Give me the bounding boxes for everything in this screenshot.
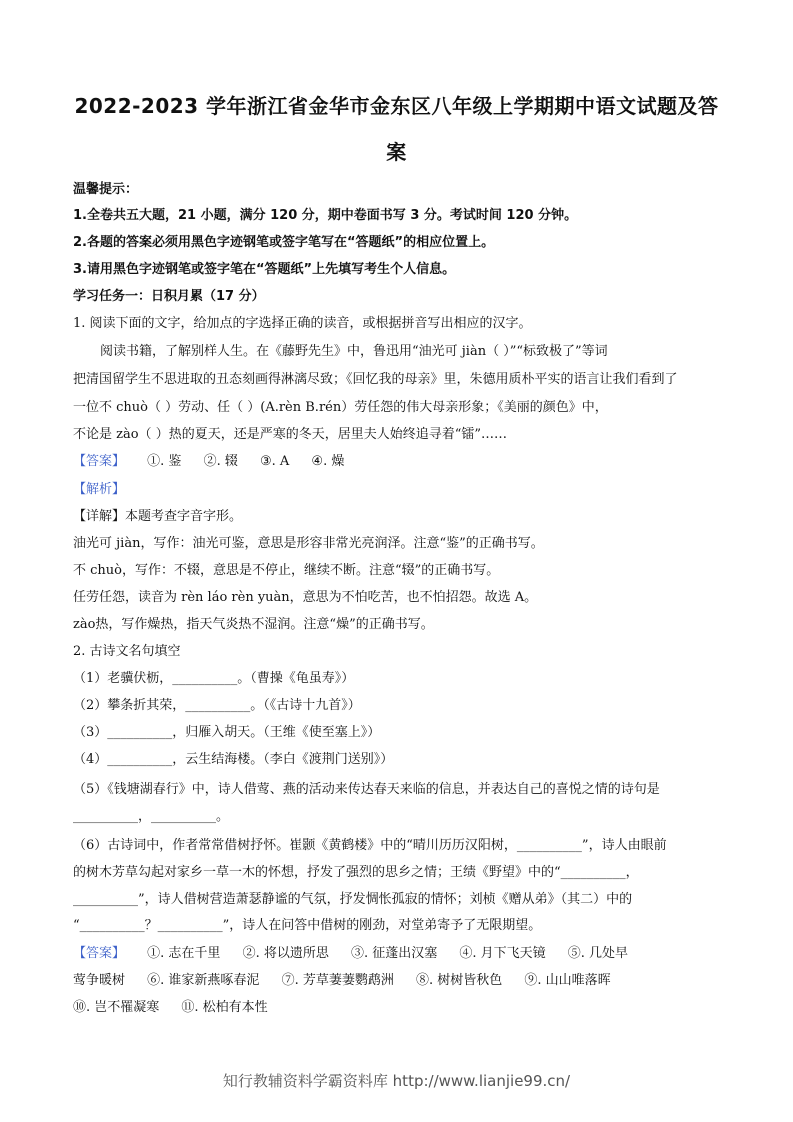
q1-passage-line-1: 阅读书籍，了解别样人生。在《藤野先生》中，鲁迅用“油光可 jiàn（ ）”“标致极了”等词 [100,344,608,359]
document-title-line2: 案 [386,140,407,164]
notice-item-3: 3.请用黑色字迹钢笔或签字笔在“答题纸”上先填写考生个人信息。 [73,262,456,277]
q2-answer-7: ⑦. 芳草萋萋鹦鹉洲 [281,973,394,988]
q2-line-9: __________”，诗人借树营造萧瑟静谧的气氛，抒发惆怅孤寂的情怀；刘桢《赠从弟》（其二）中的 [73,892,633,907]
notice-heading: 温馨提示： [73,182,139,197]
notice-item-2: 2.各题的答案必须用黑色字迹钢笔或签字笔写在“答题纸”的相应位置上。 [73,235,495,250]
q2-line-7: （6）古诗词中，作者常常借树抒怀。崔颢《黄鹤楼》中的“晴川历历汉阳树，__________”，诗人由眼前 [73,838,667,853]
q1-answer-tag: 【答案】 [73,454,126,469]
q1-detail-3: 不 chuò，写作：不辍，意思是不停止，继续不断。注意“辍”的正确书写。 [73,563,500,578]
q1-stem: 1. 阅读下面的文字，给加点的字选择正确的读音，或根据拼音写出相应的汉字。 [73,316,532,331]
q1-detail-2: 油光可 jiàn，写作：油光可鉴，意思是形容非常光亮润泽。注意“鉴”的正确书写。 [73,536,544,551]
q2-answer-5-start: ⑤. 几处早 [567,946,629,961]
q1-detail-5: zào热，写作燥热，指天气炎热不湿润。注意“燥”的正确书写。 [73,617,434,632]
q2-answer-2: ②. 将以遗所思 [242,946,329,961]
q1-answer-3: ③. A [259,454,290,469]
task1-heading: 学习任务一：日积月累（17 分） [73,289,265,304]
q2-answer-11: ⑪. 松柏有本性 [181,1000,268,1015]
q1-detail-1: 【详解】本题考查字音字形。 [73,509,243,524]
q2-answer-3: ③. 征蓬出汉塞 [350,946,438,961]
q1-passage-line-4: 不论是 zào（ ）热的夏天，还是严寒的冬天，居里夫人始终追寻着“镭”…… [73,427,507,442]
q2-line-1: （1）老骥伏枥，__________。（曹操《龟虽寿》） [73,671,355,686]
q2-answer-6: ⑥. 谁家新燕啄春泥 [147,973,260,988]
q1-passage-line-3: 一位不 chuò（ ）劳动、任（ ）(A.rèn B.rén）劳任怨的伟大母亲形象；《美丽的颜色》中， [73,400,608,415]
q2-answer-10: ⑩. 岂不罹凝寒 [73,1000,160,1015]
q2-line-6: __________，__________。 [73,809,230,824]
q2-stem: 2. 古诗文名句填空 [73,644,181,659]
q2-answer-row-2 [73,971,733,991]
q2-line-3: （3）__________，归雁入胡天。（王维《使至塞上》） [73,725,381,740]
q2-line-10: “__________？__________”，诗人在问答中借树的刚劲，对堂弟寄予了无限期望。 [73,918,542,933]
q2-answer-row-1 [73,944,733,964]
document-title-line1: 2022-2023 学年浙江省金华市金东区八年级上学期期中语文试题及答 [74,94,719,118]
q1-answer-row [73,452,733,472]
footer-watermark: 知行教辅资料学霸资料库 http://www.lianjie99.cn/ [222,1072,571,1090]
q1-passage-line-2: 把清国留学生不思进取的丑态刻画得淋漓尽致；《回忆我的母亲》里，朱德用质朴平实的语言让我们看到了 [73,372,678,387]
q2-answer-9: ⑨. 山山唯落晖 [524,973,611,988]
q2-answer-8: ⑧. 树树皆秋色 [415,973,503,988]
q1-answer-1: ①. 鉴 [147,454,182,469]
q2-answer-1: ①. 志在千里 [147,946,221,961]
q2-answer-5-end: 莺争暖树 [73,973,126,988]
q1-answer-2: ②. 辍 [203,454,238,469]
q2-answer-4: ④. 月下飞天镜 [459,946,546,961]
q2-line-8: 的树木芳草勾起对家乡一草一木的怀想，抒发了强烈的思乡之情；王绩《野望》中的“__________， [73,865,639,880]
q2-answer-row-3 [73,998,733,1018]
notice-item-1: 1.全卷共五大题，21 小题，满分 120 分，期中卷面书写 3 分。考试时间 120 分钟。 [73,208,578,223]
q1-answer-4: ④. 燥 [311,454,345,469]
q2-answer-tag: 【答案】 [73,946,126,961]
q2-line-4: （4）__________，云生结海楼。（李白《渡荆门送别》） [73,752,394,767]
q1-detail-4: 任劳任怨，读音为 rèn láo rèn yuàn，意思为不怕吃苦，也不怕招怨。故选 A。 [73,590,538,605]
q2-line-2: （2）攀条折其荣，__________。（《古诗十九首》） [73,698,361,713]
q2-line-5: （5）《钱塘湖春行》中，诗人借莺、燕的活动来传达春天来临的信息，并表达自己的喜悦之情的诗句是 [73,782,660,797]
q1-analysis-tag: 【解析】 [73,482,126,497]
